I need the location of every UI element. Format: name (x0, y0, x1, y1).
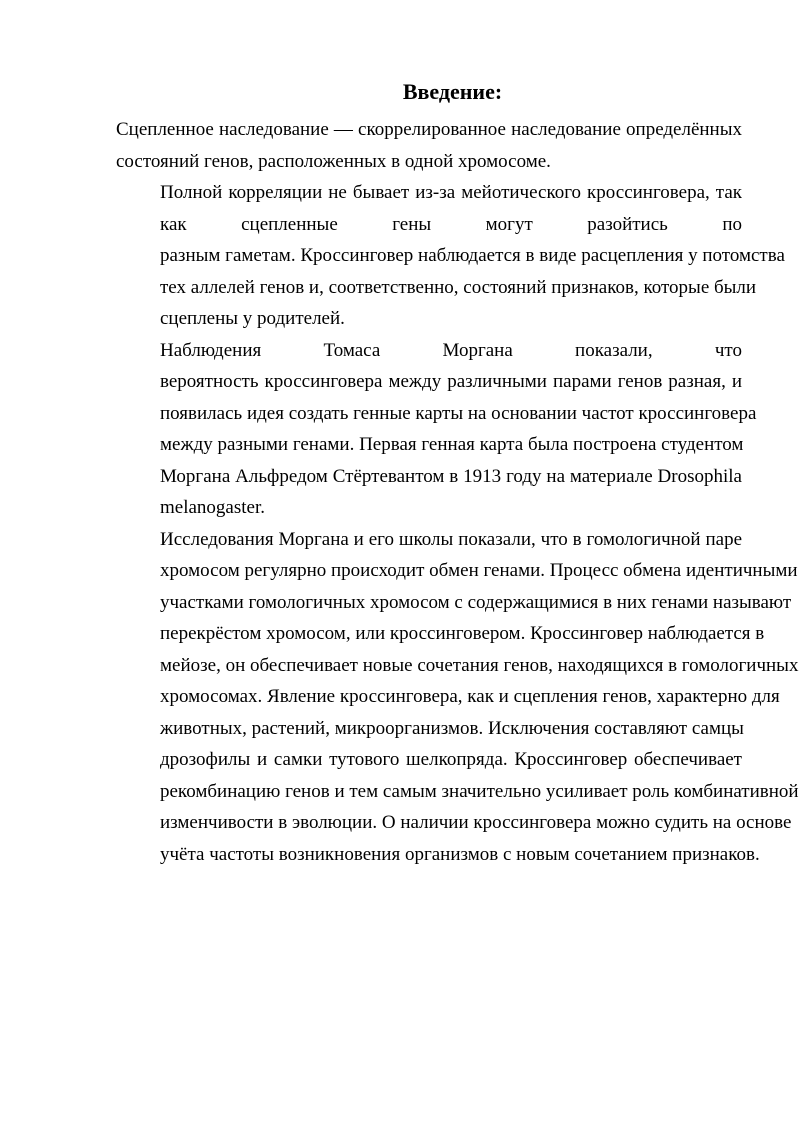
paragraph (116, 335, 757, 524)
text-line: Исследования Моргана и его школы показали, что в гомологичной паре (160, 528, 742, 550)
text-line: рекомбинацию генов и тем самым значительно усиливает роль комбинативной (160, 780, 799, 802)
text-line: состояний генов, расположенных в одной хромосоме. (116, 150, 551, 172)
text-line: участками гомологичных хромосом с содержащимися в них генами называют (160, 591, 792, 613)
text-line: вероятность кроссинговера между различными парами генов разная, и (160, 371, 742, 392)
text-line: разным гаметам. Кроссинговер наблюдается в виде расцепления у потомства (160, 245, 785, 266)
page-title: Введение: (402, 79, 503, 104)
text-line: Сцепленное наследование — скоррелированное наследование определённых (116, 119, 742, 140)
text-line: Моргана Альфредом Стёртевантом в 1913 году на материале Drosophila (160, 465, 742, 487)
text-line: тех аллелей генов и, соответственно, состояний признаков, которые были (160, 276, 757, 298)
text-line: перекрёстом хромосом, или кроссинговером. Кроссинговер наблюдается в (160, 623, 765, 644)
text-line: изменчивости в эволюции. О наличии кроссинговера можно судить на основе (160, 812, 792, 833)
text-line: как сцепленные гены могут разойтись по (160, 213, 742, 235)
text-line: Полной корреляции не бывает из-за мейотического кроссинговера, так (160, 182, 742, 203)
paragraph (116, 177, 785, 335)
text-line: дрозофилы и самки тутового шелкопряда. Кроссинговер обеспечивает (160, 749, 742, 770)
text-line: появилась идея создать генные карты на основании частот кроссинговера (160, 402, 757, 424)
text-line: животных, растений, микроорганизмов. Исключения составляют самцы (160, 717, 744, 739)
text-line: хромосомах. Явление кроссинговера, как и сцепления генов, характерно для (160, 686, 780, 707)
paragraph (116, 114, 742, 177)
text-line: хромосом регулярно происходит обмен генами. Процесс обмена идентичными (160, 560, 798, 581)
text-line: между разными генами. Первая генная карта была построена студентом (160, 434, 744, 455)
text-line: melanogaster. (160, 497, 265, 518)
text-line: сцеплены у родителей. (160, 308, 345, 329)
text-line: учёта частоты возникновения организмов с новым сочетанием признаков. (160, 843, 760, 865)
paragraph (116, 524, 799, 871)
document-body (116, 114, 799, 870)
text-line: мейозе, он обеспечивает новые сочетания генов, находящихся в гомологичных (160, 654, 799, 676)
text-line: Наблюдения Томаса Моргана показали, что (160, 339, 742, 361)
